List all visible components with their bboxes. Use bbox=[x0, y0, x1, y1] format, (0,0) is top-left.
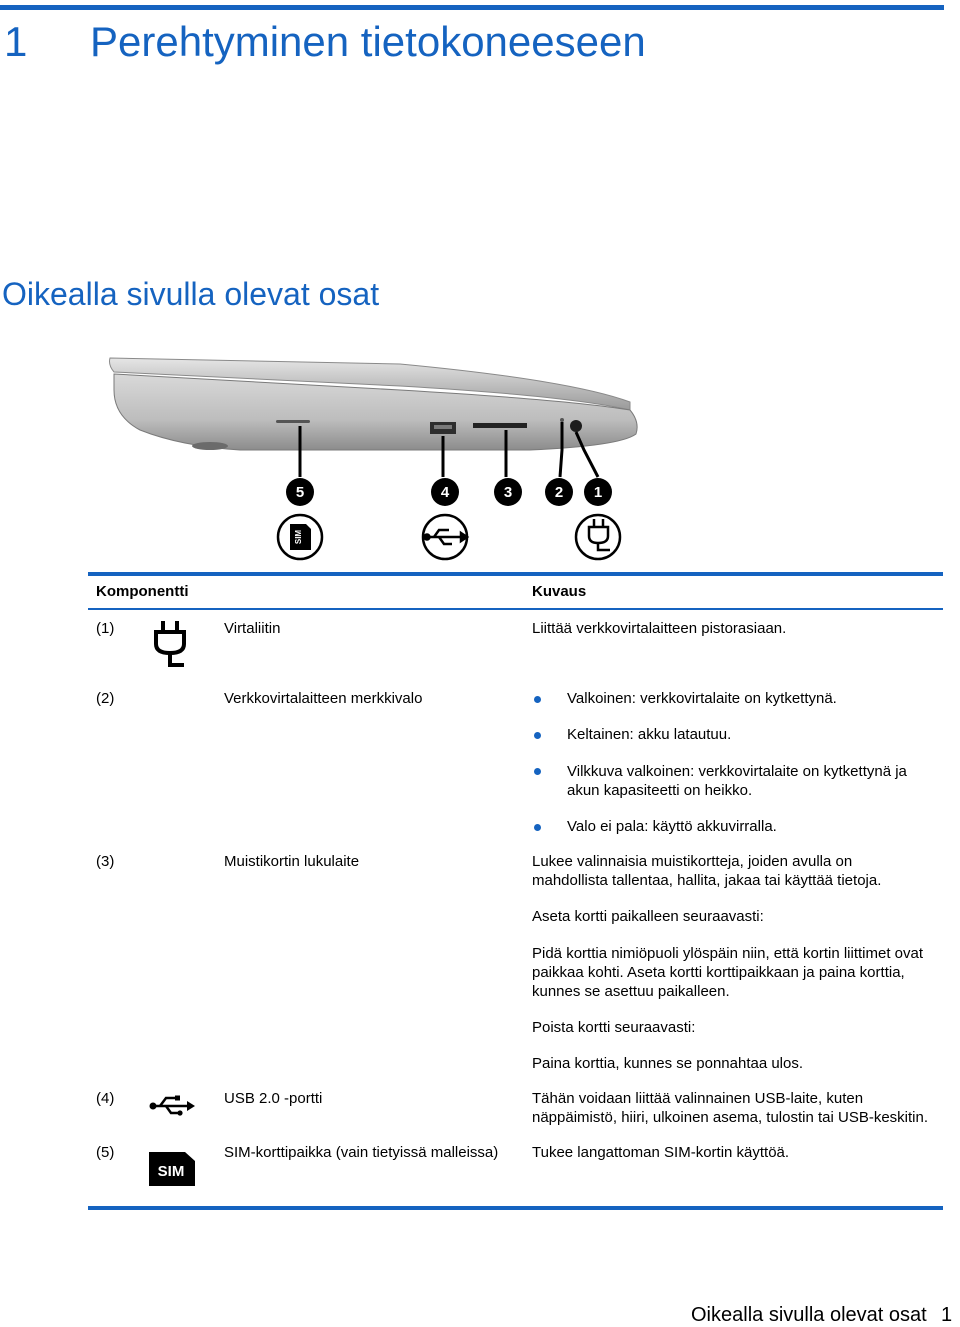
component-name: USB 2.0 -portti bbox=[224, 1090, 323, 1107]
row-number: (3) bbox=[96, 853, 115, 870]
description-line: Aseta kortti paikalleen seuraavasti: bbox=[532, 908, 764, 925]
chapter-heading bbox=[4, 18, 646, 66]
bullet-dot bbox=[534, 696, 541, 703]
svg-text:SIM: SIM bbox=[294, 529, 303, 545]
component-name: Muistikortin lukulaite bbox=[224, 853, 360, 870]
component-name: Verkkovirtalaitteen merkkivalo bbox=[224, 690, 423, 707]
bullet-text: akun kapasiteetti on heikko. bbox=[567, 782, 753, 799]
callout-4: 4 bbox=[440, 484, 450, 501]
table-top-rule bbox=[88, 572, 943, 576]
bullet-text: Valkoinen: verkkovirtalaite on kytkettynä. bbox=[567, 690, 837, 707]
column-header-description: Kuvaus bbox=[532, 583, 587, 600]
row-number: (2) bbox=[96, 690, 115, 707]
description-line: Tukee langattoman SIM-kortin käyttöä. bbox=[532, 1144, 790, 1161]
sim-card-icon bbox=[278, 515, 322, 559]
description-line: mahdollista tallentaa, hallita, jakaa tai käyttää tietoja. bbox=[532, 872, 882, 889]
usb-icon bbox=[423, 515, 467, 559]
header-rule bbox=[0, 5, 944, 10]
component-name: Virtaliitin bbox=[224, 620, 281, 637]
bullet-dot bbox=[534, 768, 541, 775]
power-plug-icon bbox=[153, 619, 187, 671]
bullet-text: Vilkkuva valkoinen: verkkovirtalaite on kytkettynä ja bbox=[567, 763, 907, 780]
row-number: (4) bbox=[96, 1090, 115, 1107]
sim-card-icon bbox=[149, 1152, 195, 1186]
power-jack bbox=[570, 420, 582, 432]
callout-5: 5 bbox=[295, 484, 305, 501]
row-number: (5) bbox=[96, 1144, 115, 1161]
row-number: (1) bbox=[96, 620, 115, 637]
laptop-foot bbox=[192, 442, 228, 450]
power-light bbox=[560, 418, 564, 422]
section-title: Oikealla sivulla olevat osat bbox=[2, 276, 380, 312]
power-plug-icon bbox=[576, 515, 620, 559]
description-line: kunnes se asettuu paikalleen. bbox=[532, 983, 730, 1000]
description-line: Lukee valinnaisia muistikortteja, joiden avulla on bbox=[532, 853, 853, 870]
usb-icon bbox=[148, 1094, 196, 1118]
description-line: näppäimistö, hiiri, ulkoinen asema, tulostin tai USB-keskitin. bbox=[532, 1109, 929, 1126]
table-bottom-rule bbox=[88, 1206, 943, 1210]
bullet-dot bbox=[534, 824, 541, 831]
chapter-number: 1 bbox=[4, 18, 28, 65]
bullet-text: Valo ei pala: käyttö akkuvirralla. bbox=[567, 818, 777, 835]
chapter-title: Perehtyminen tietokoneeseen bbox=[90, 18, 646, 65]
footer-section-title: Oikealla sivulla olevat osat bbox=[691, 1304, 927, 1326]
table-header-rule bbox=[88, 608, 943, 610]
description-line: paikkaa kohti. Aseta kortti korttipaikkaan ja paina korttia, bbox=[532, 964, 905, 981]
svg-text:SIM: SIM bbox=[157, 1163, 185, 1180]
sim-slot bbox=[276, 420, 310, 423]
bullet-dot bbox=[534, 732, 541, 739]
component-name: SIM-korttipaikka (vain tietyissä malleissa) bbox=[224, 1144, 499, 1161]
description-line: Poista kortti seuraavasti: bbox=[532, 1019, 696, 1036]
card-reader-slot bbox=[473, 423, 527, 428]
description-line: Liittää verkkovirtalaitteen pistorasiaan. bbox=[532, 620, 787, 637]
bullet-text: Keltainen: akku latautuu. bbox=[567, 726, 732, 743]
callout-2: 2 bbox=[554, 484, 564, 501]
callout-3: 3 bbox=[503, 484, 513, 501]
page-number: 1 bbox=[941, 1304, 953, 1326]
description-line: Tähän voidaan liittää valinnainen USB-laite, kuten bbox=[532, 1090, 864, 1107]
description-line: Pidä korttia nimiöpuoli ylöspäin niin, että kortin liittimet ovat bbox=[532, 945, 924, 962]
laptop-right-side-figure bbox=[100, 350, 660, 570]
description-line: Paina korttia, kunnes se ponnahtaa ulos. bbox=[532, 1055, 804, 1072]
callout-1: 1 bbox=[593, 484, 603, 501]
column-header-component: Komponentti bbox=[96, 583, 189, 600]
